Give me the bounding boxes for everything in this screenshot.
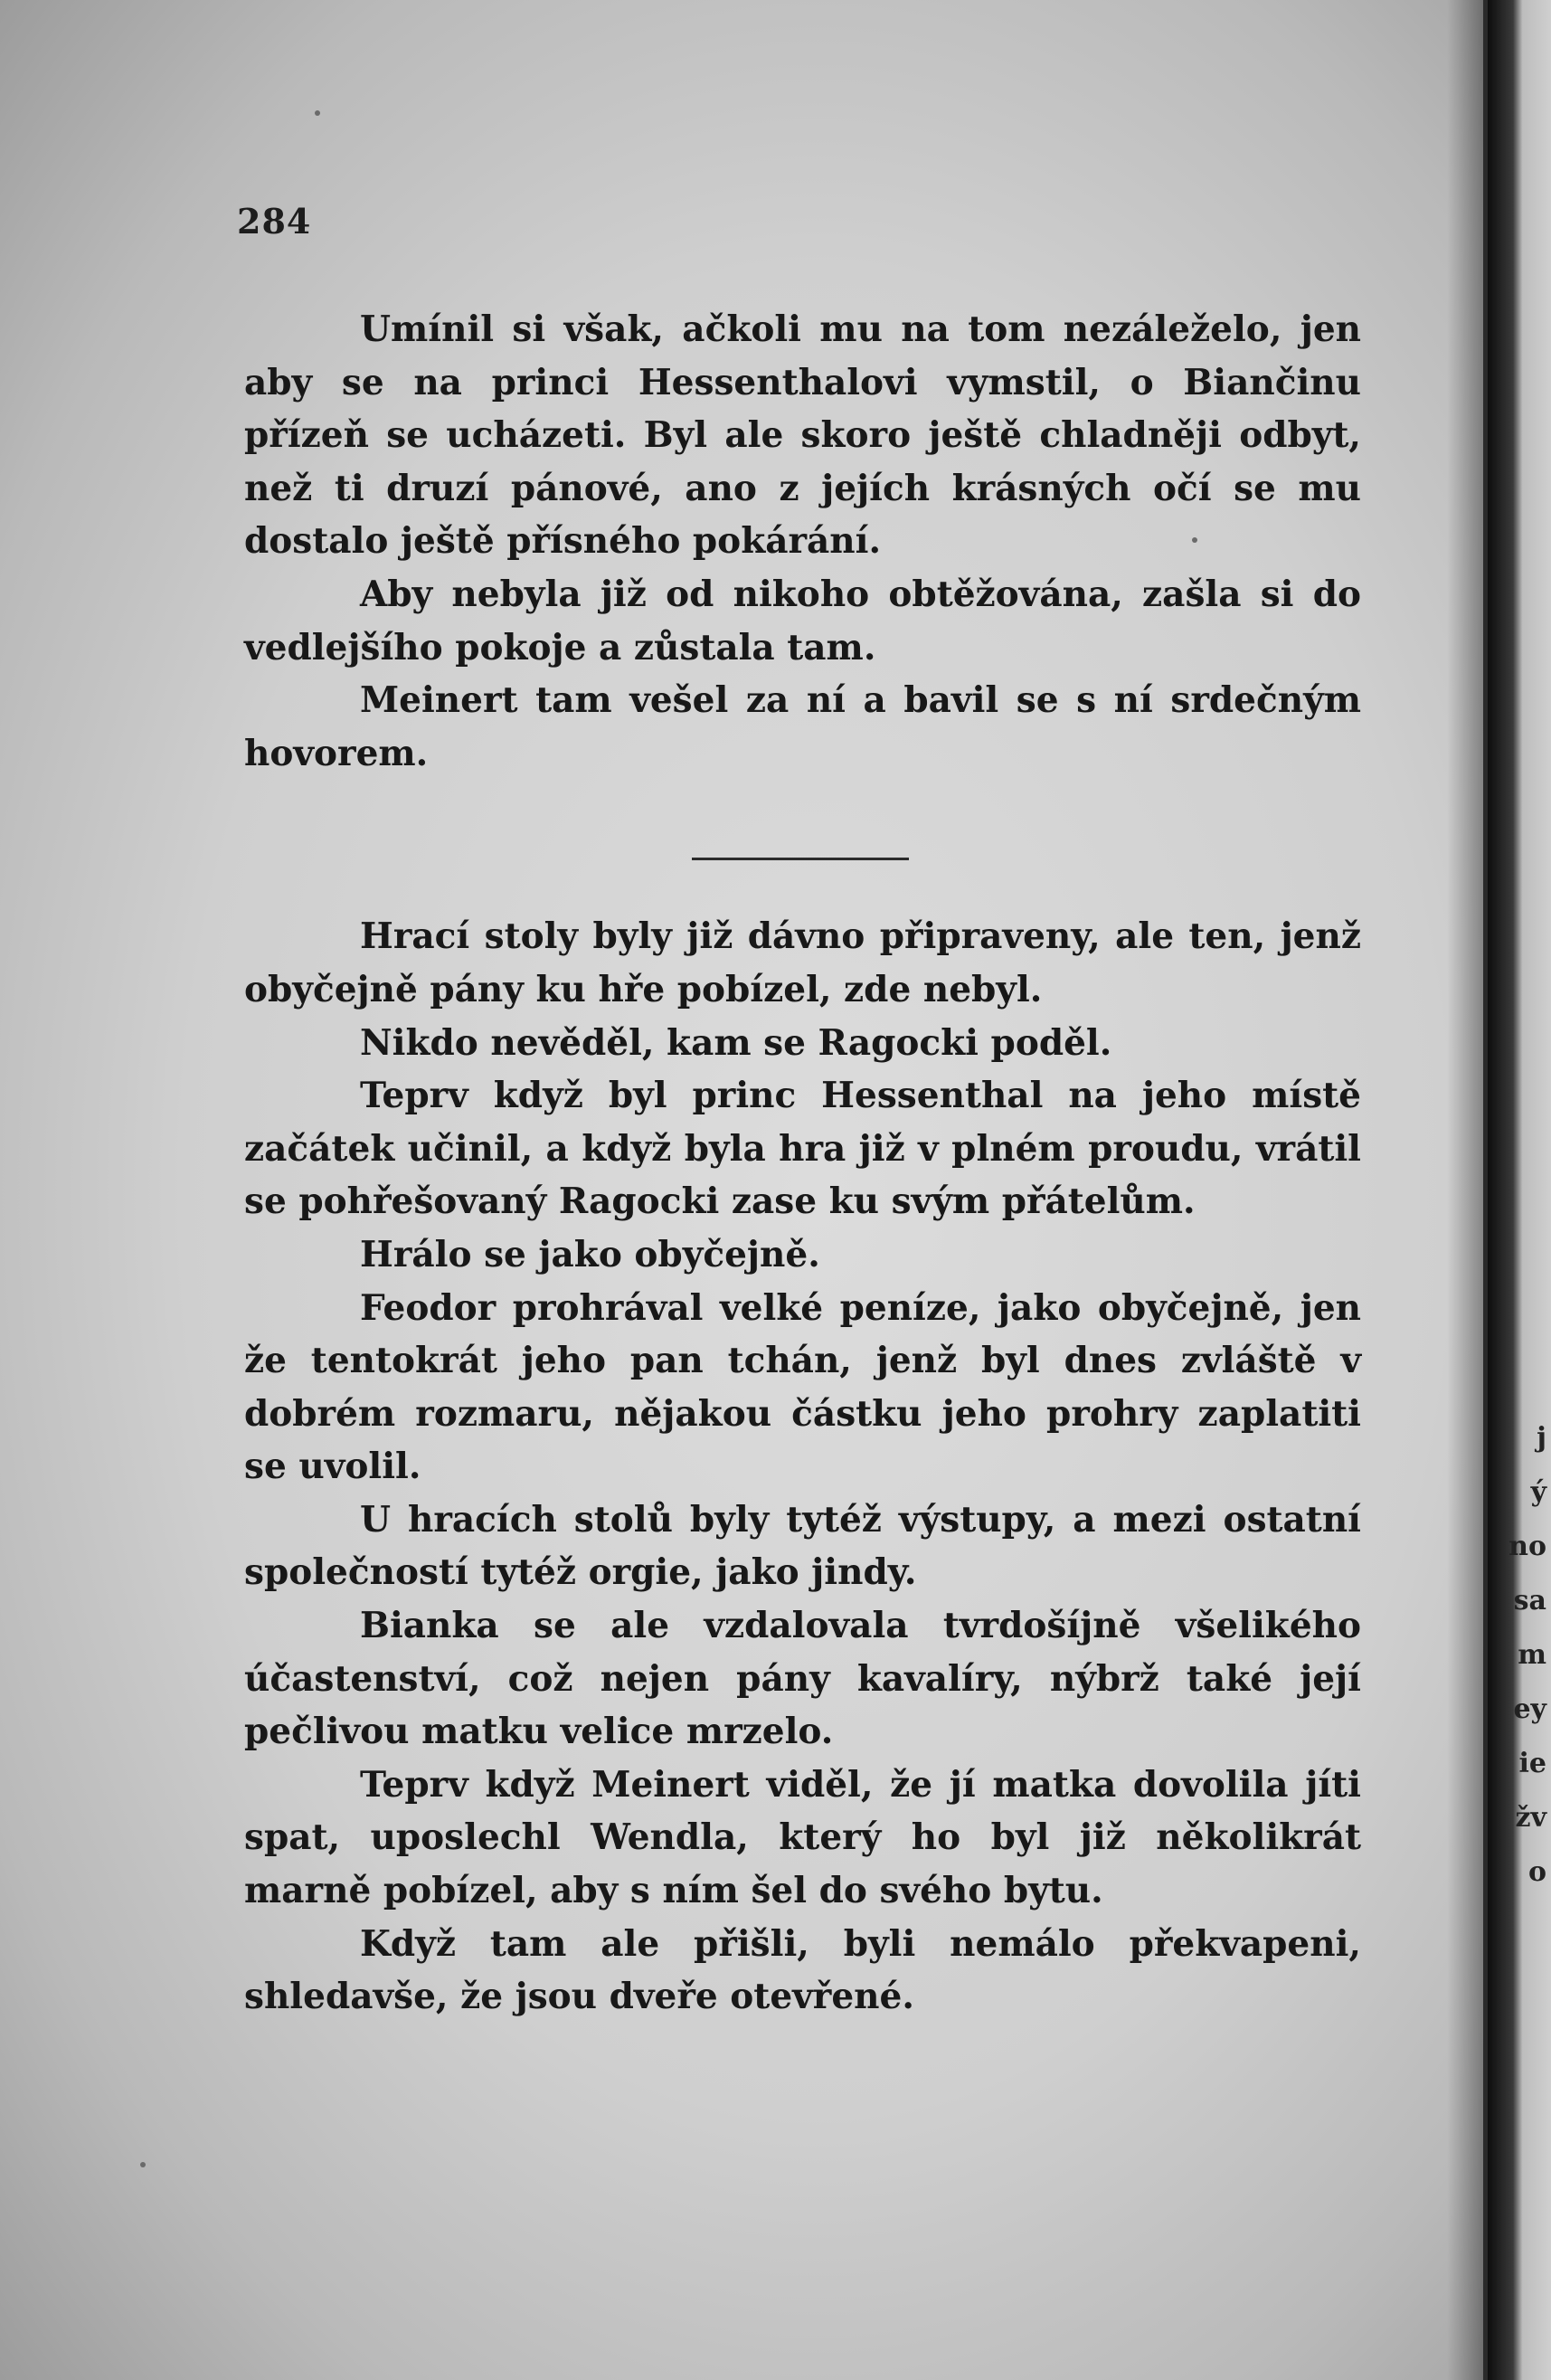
adjacent-page-fragments	[1492, 1411, 1546, 1900]
fragment: o	[1527, 1856, 1546, 1888]
paper-speck	[140, 2162, 146, 2167]
paragraph: Aby nebyla již od nikoho obtěžována, zašla si do vedlejšího pokoje a zůstala tam.	[244, 573, 1361, 668]
page-edge-shadow	[1447, 0, 1483, 2380]
fragment: ie	[1518, 1748, 1546, 1779]
paper-speck	[315, 110, 320, 116]
paragraph: Když tam ale přišli, byli nemálo překvapeni, shledavše, že jsou dveře otevřené.	[244, 1922, 1361, 2018]
paragraph: Hrací stoly byly již dávno připraveny, ale ten, jenž obyčejně pány ku hře pobízel, zde nebyl.	[244, 915, 1361, 1010]
page-number: 284	[237, 201, 312, 242]
adjacent-page-strip	[1488, 0, 1551, 2380]
paragraph: Nikdo nevěděl, kam se Ragocki poděl.	[360, 1021, 1112, 1064]
paragraph: Meinert tam vešel za ní a bavil se s ní srdečným hovorem.	[244, 679, 1361, 774]
fragment: sa	[1513, 1585, 1546, 1617]
body-text	[244, 303, 1361, 2024]
section-separator	[692, 858, 909, 860]
paragraph: Hrálo se jako obyčejně.	[360, 1233, 820, 1275]
fragment: j	[1537, 1422, 1546, 1454]
paragraph: U hracích stolů byly tytéž výstupy, a mezi ostatní společností tytéž orgie, jako jindy.	[244, 1498, 1361, 1594]
paragraph: Bianka se ale vzdalovala tvrdošíjně všelikého účastenství, což nejen pány kavalíry, nýbrž také její pečlivou matku velice mrzelo.	[244, 1605, 1361, 1753]
paragraph: Teprv když Meinert viděl, že jí matka dovolila jíti spat, uposlechl Wendla, který ho byl již několikrát marně pobízel, aby s ním šel do svého bytu.	[244, 1763, 1361, 1912]
paragraph: Teprv když byl princ Hessenthal na jeho místě začátek učinil, a když byla hra již v plném proudu, vrátil se pohřešovaný Ragocki zase ku svým přátelům.	[244, 1075, 1361, 1223]
fragment: no	[1508, 1531, 1546, 1562]
fragment: ý	[1530, 1476, 1546, 1508]
fragment: m	[1518, 1639, 1546, 1671]
paragraph: Umínil si však, ačkoli mu na tom nezáleželo, jen aby se na princi Hessenthalovi vymstil, o Biančinu přízeň se ucházeti. Byl ale skoro ještě chladněji odbyt, než ti druzí pánové, ano z jejích krásných očí se mu dostalo ještě přísného pokárání.	[244, 308, 1361, 563]
fragment: žv	[1515, 1802, 1546, 1834]
fragment: ey	[1513, 1693, 1546, 1725]
paragraph: Feodor prohrával velké peníze, jako obyčejně, jen že tentokrát jeho pan tchán, jenž byl dnes zvláště v dobrém rozmaru, nějakou částku jeho prohry zaplatiti se uvolil.	[244, 1286, 1361, 1488]
